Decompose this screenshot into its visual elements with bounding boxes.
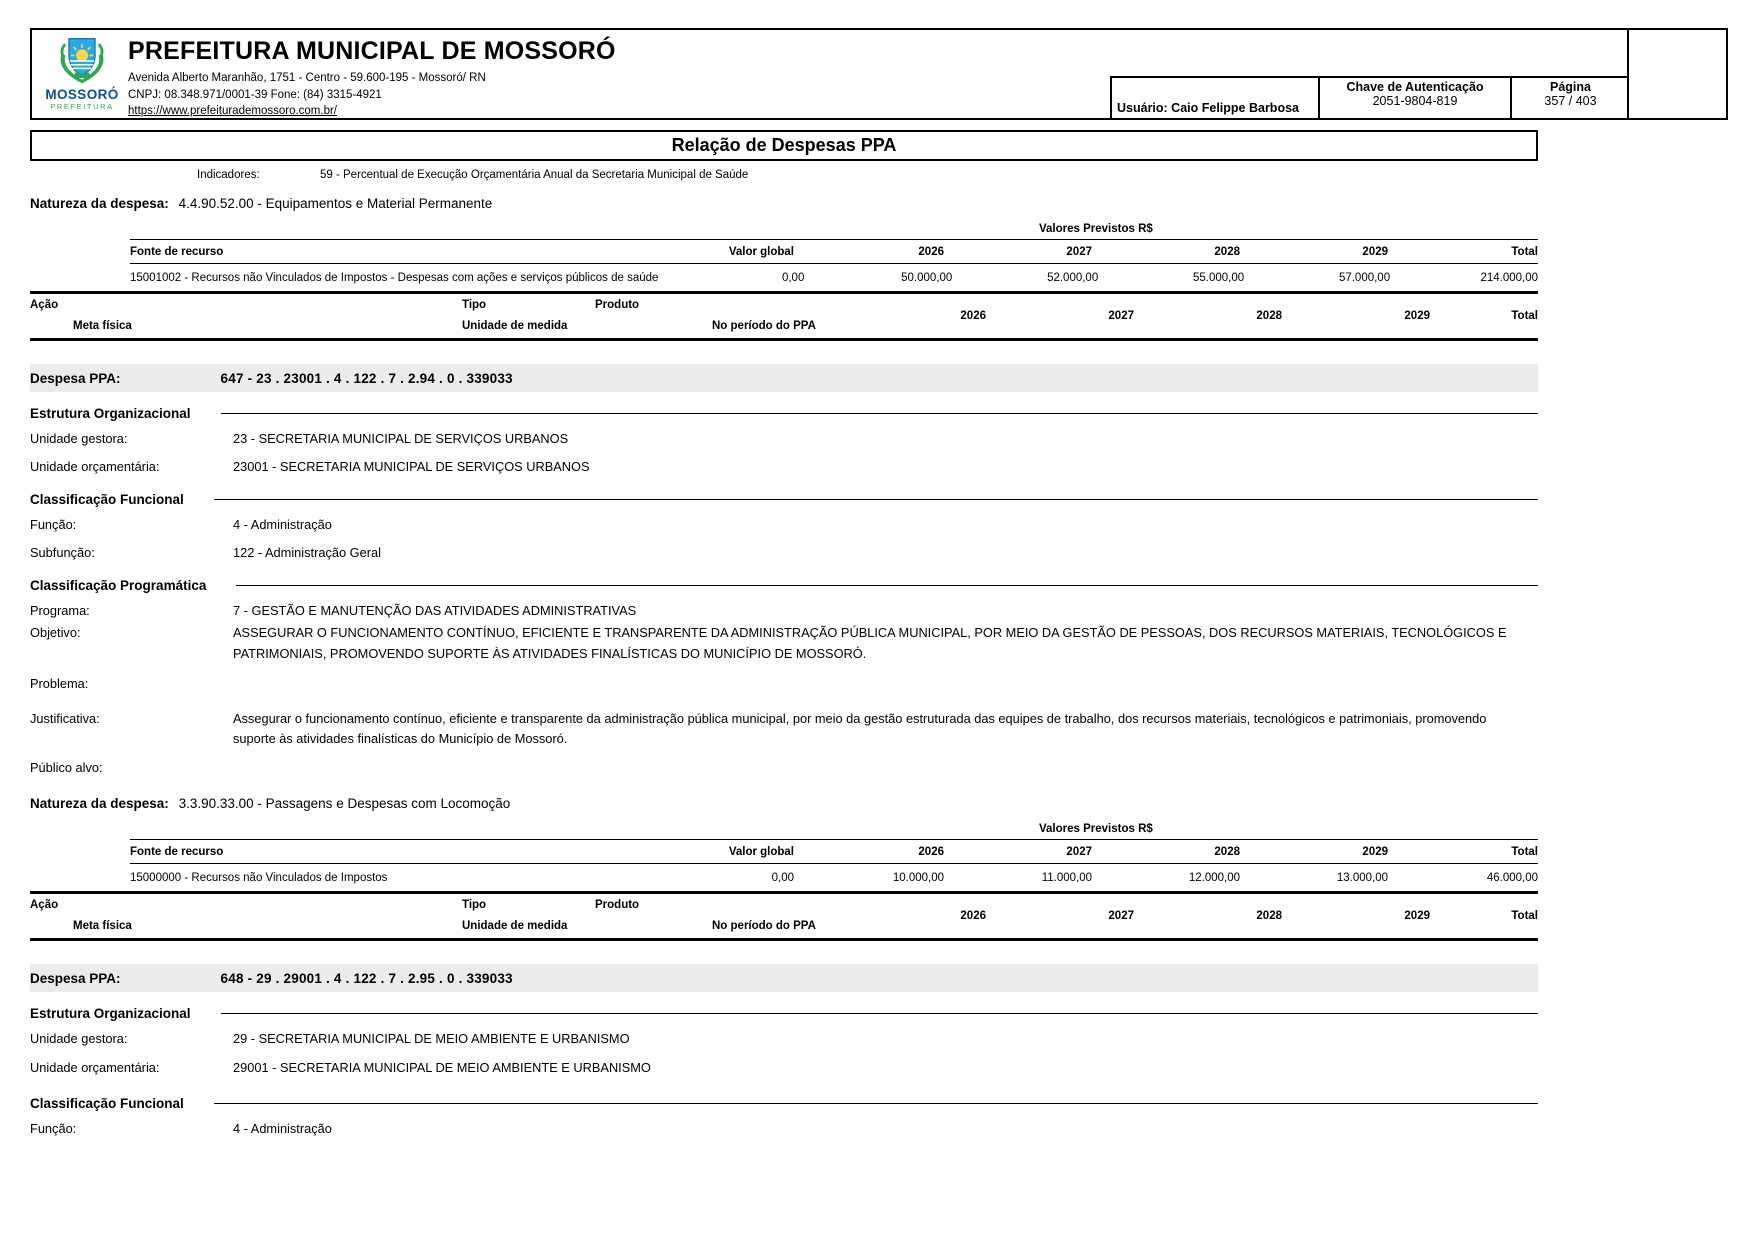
section-title: Classificação Funcional: [30, 491, 184, 507]
justificativa-label: Justificativa:: [30, 710, 100, 726]
fonte-recurso-table-1: [130, 239, 1538, 291]
objetivo-value: ASSEGURAR O FUNCIONAMENTO CONTÍNUO, EFICIENTE E TRANSPARENTE DA ADMINISTRAÇÃO PÚBLICA MUNICIPAL, POR MEIO DA GESTÃO DE PESSOAS, DOS RECURSOS MATERIAIS, TECNOLÓGICOS E PATRIMONIAIS, PROMOVENDO SUPORTE ÀS ATIVIDADES FINALÍSTICAS DO MUNICÍPIO DE MOSSORÓ.: [233, 625, 1507, 661]
unidade-gestora-value: 29 - SECRETARIA MUNICIPAL DE MEIO AMBIENTE E URBANISMO: [233, 1031, 630, 1047]
acao-header-block-2: [30, 891, 1538, 941]
classificacao-funcional-header-1: [30, 492, 1538, 507]
natureza-label: Natureza da despesa:: [30, 196, 169, 211]
unidade-gestora-row: [30, 429, 1538, 449]
col-year-2029-header: 2029: [1362, 245, 1388, 258]
estrutura-organizacional-header-1: [30, 406, 1538, 421]
problema-label: Problema:: [30, 676, 89, 692]
page-label: Página: [1550, 80, 1591, 94]
acao-year-2027: 2027: [1108, 910, 1134, 923]
justificativa-value: Assegurar o funcionamento contínuo, eficiente e transparente da administração pública municipal, por meio da gestão estruturada das equipes de trabalho, dos recursos materiais, tecnológicos e patrimoniais, promovendo suporte às atividades finalísticas do Município de Mossoró.: [233, 710, 1487, 747]
org-name: PREFEITURA MUNICIPAL DE MOSSORÓ: [128, 37, 616, 65]
meta-fisica-label: Meta física: [73, 920, 132, 933]
valores-previstos-label-1: Valores Previstos R$: [1039, 223, 1153, 235]
periodo-ppa-label: No período do PPA: [712, 920, 816, 933]
unidade-orcamentaria-value: 23001 - SECRETARIA MUNICIPAL DE SERVIÇOS URBANOS: [233, 459, 590, 475]
acao-label: Ação: [30, 299, 59, 311]
acao-year-2029: 2029: [1404, 910, 1430, 923]
acao-total-label: Total: [1511, 910, 1538, 923]
indicators-row: [30, 169, 1755, 181]
org-website-link[interactable]: https://www.prefeiturademossoro.com.br/: [128, 105, 337, 118]
col-year-2028-header: 2028: [1214, 845, 1240, 858]
col-year-2026-header: 2026: [918, 245, 944, 258]
org-address-line: Avenida Alberto Maranhão, 1751 - Centro - 59.600-195 - Mossoró/ RN: [128, 72, 486, 84]
natureza-label: Natureza da despesa:: [30, 796, 169, 812]
value-2027-cell: 52.000,00: [1047, 271, 1099, 284]
unidade-gestora-label: Unidade gestora:: [30, 1031, 128, 1047]
valores-previstos-label-2: Valores Previstos R$: [1039, 823, 1153, 836]
unidade-orcamentaria-row: [30, 1058, 1538, 1078]
org-cnpj-line: CNPJ: 08.348.971/0001-39 Fone: (84) 3315-4921: [128, 88, 382, 101]
produto-label: Produto: [595, 899, 640, 912]
unidade-orcamentaria-label: Unidade orçamentária:: [30, 459, 160, 475]
programa-value: 7 - GESTÃO E MANUTENÇÃO DAS ATIVIDADES ADMINISTRATIVAS: [233, 602, 637, 618]
acao-year-2026: 2026: [960, 310, 986, 322]
estrutura-organizacional-header-2: [30, 1006, 1538, 1021]
col-year-2027-header: 2027: [1066, 845, 1092, 858]
total-cell: 46.000,00: [1486, 871, 1538, 884]
auth-key-value: 2051-9804-819: [1372, 94, 1458, 108]
despesa-ppa-code: 648 - 29 . 29001 . 4 . 122 . 7 . 2.95 . 0 . 339033: [220, 970, 513, 986]
col-year-2028-header: 2028: [1214, 245, 1240, 258]
acao-year-2028: 2028: [1256, 310, 1282, 322]
acao-year-2028: 2028: [1256, 910, 1282, 923]
section-title: Estrutura Organizacional: [30, 406, 191, 421]
despesa-ppa-bar-647: [30, 364, 1538, 392]
report-title: Relação de Despesas PPA: [671, 135, 897, 155]
programa-label: Programa:: [30, 602, 90, 618]
table-row: [130, 864, 1538, 891]
acao-header-block-1: [30, 291, 1538, 341]
page-number: 357 / 403: [1544, 94, 1597, 108]
section-title: Classificação Funcional: [30, 1096, 184, 1112]
subfuncao-row: [30, 543, 1538, 563]
despesa-ppa-label: Despesa PPA:: [30, 370, 121, 386]
auth-key-label: Chave de Autenticação: [1346, 80, 1484, 94]
value-2029-cell: 13.000,00: [1336, 871, 1388, 884]
value-2027-cell: 11.000,00: [1041, 871, 1092, 884]
natureza-value: 3.3.90.33.00 - Passagens e Despesas com Locomoção: [178, 796, 511, 812]
funcao-row: [30, 1119, 1538, 1139]
header-right-divider: [1627, 28, 1629, 120]
publico-alvo-value: [233, 758, 1528, 778]
section-rule: [214, 499, 1538, 500]
header-meta-cells: [1110, 76, 1629, 120]
col-fonte-header: Fonte de recurso: [130, 245, 224, 258]
table-header-row: [130, 839, 1538, 864]
unidade-orcamentaria-value: 29001 - SECRETARIA MUNICIPAL DE MEIO AMBIENTE E URBANISMO: [233, 1059, 651, 1075]
report-title-bar: [30, 130, 1538, 161]
despesa-ppa-code: 647 - 23 . 23001 . 4 . 122 . 7 . 2.94 . 0 . 339033: [220, 370, 513, 386]
funcao-value: 4 - Administração: [233, 1121, 332, 1137]
classificacao-funcional-header-2: [30, 1096, 1538, 1111]
unidade-gestora-label: Unidade gestora:: [30, 431, 128, 446]
col-valor-global-header: Valor global: [728, 845, 794, 858]
section-rule: [221, 1013, 1538, 1014]
funcao-row: [30, 515, 1538, 535]
user-cell: [1112, 78, 1320, 118]
objetivo-row: [30, 623, 1538, 664]
indicators-label: Indicadores:: [197, 169, 260, 181]
unidade-medida-label: Unidade de medida: [462, 320, 568, 332]
publico-alvo-row: [30, 758, 1538, 778]
meta-fisica-label: Meta física: [73, 320, 132, 332]
section-rule: [221, 413, 1538, 414]
col-year-2029-header: 2029: [1362, 845, 1388, 858]
logo-brand-subtext: PREFEITURA: [50, 101, 114, 111]
funcao-label: Função:: [30, 516, 77, 532]
logo-brand-text: MOSSORÓ: [45, 87, 119, 102]
subfuncao-label: Subfunção:: [30, 545, 95, 561]
col-fonte-header: Fonte de recurso: [130, 845, 224, 858]
natureza-value: 4.4.90.52.00 - Equipamentos e Material Permanente: [178, 196, 493, 211]
unidade-orcamentaria-row: [30, 457, 1538, 477]
fonte-cell: 15001002 - Recursos não Vinculados de Impostos - Despesas com ações e serviços públicos de saúde: [130, 271, 659, 284]
valor-global-cell: 0,00: [771, 871, 794, 884]
produto-label: Produto: [595, 299, 640, 311]
justificativa-row: [30, 709, 1538, 750]
natureza-despesa-1: [30, 196, 1755, 211]
header-text-block: [128, 37, 616, 120]
despesa-ppa-bar-648: [30, 964, 1538, 992]
document-header: [30, 28, 1728, 120]
despesa-ppa-label: Despesa PPA:: [30, 970, 121, 986]
value-2028-cell: 12.000,00: [1188, 871, 1240, 884]
col-valor-global-header: Valor global: [728, 245, 794, 258]
page-cell: [1512, 78, 1629, 118]
user-label: Usuário: Caio Felippe Barbosa: [1117, 101, 1299, 115]
subfuncao-value: 122 - Administração Geral: [233, 545, 381, 561]
acao-total-label: Total: [1511, 310, 1538, 322]
table-header-row: [130, 239, 1538, 264]
col-year-2026-header: 2026: [918, 845, 944, 858]
problema-value: [233, 674, 1528, 694]
publico-alvo-label: Público alvo:: [30, 759, 103, 775]
auth-key-cell: [1320, 78, 1512, 118]
unidade-medida-label: Unidade de medida: [462, 920, 568, 933]
org-address: [128, 70, 616, 120]
table-row: [130, 264, 1538, 291]
section-rule: [236, 585, 1538, 586]
col-year-2027-header: 2027: [1066, 245, 1092, 258]
funcao-value: 4 - Administração: [233, 516, 332, 532]
total-cell: 214.000,00: [1480, 271, 1539, 284]
acao-year-2029: 2029: [1404, 310, 1430, 322]
classificacao-programatica-header-1: [30, 578, 1538, 593]
value-2026-cell: 50.000,00: [901, 271, 953, 284]
acao-year-2027: 2027: [1108, 310, 1134, 322]
unidade-gestora-value: 23 - SECRETARIA MUNICIPAL DE SERVIÇOS URBANOS: [233, 431, 569, 446]
periodo-ppa-label: No período do PPA: [712, 320, 816, 332]
city-logo: [42, 35, 122, 111]
fonte-cell: 15000000 - Recursos não Vinculados de Impostos: [130, 871, 388, 884]
acao-year-2026: 2026: [960, 910, 986, 923]
funcao-label: Função:: [30, 1121, 77, 1137]
programa-row: [30, 601, 1538, 621]
section-title: Estrutura Organizacional: [30, 1006, 191, 1022]
objetivo-label: Objetivo:: [30, 625, 81, 641]
indicators-value: 59 - Percentual de Execução Orçamentária Anual da Secretaria Municipal de Saúde: [320, 169, 749, 181]
acao-label: Ação: [30, 899, 59, 912]
col-total-header: Total: [1511, 845, 1538, 858]
section-rule: [214, 1103, 1538, 1104]
valor-global-cell: 0,00: [781, 271, 805, 284]
col-total-header: Total: [1511, 245, 1538, 258]
value-2028-cell: 55.000,00: [1193, 271, 1245, 284]
unidade-gestora-row: [30, 1029, 1538, 1049]
unidade-orcamentaria-label: Unidade orçamentária:: [30, 1059, 160, 1075]
value-2026-cell: 10.000,00: [892, 871, 944, 884]
section-title: Classificação Programática: [30, 577, 207, 593]
natureza-despesa-2: [30, 796, 1755, 811]
mossoro-crest-icon: [42, 35, 122, 87]
fonte-recurso-table-2: [130, 839, 1538, 891]
problema-row: [30, 674, 1538, 694]
tipo-label: Tipo: [462, 899, 487, 912]
value-2029-cell: 57.000,00: [1338, 271, 1391, 284]
tipo-label: Tipo: [462, 299, 487, 311]
